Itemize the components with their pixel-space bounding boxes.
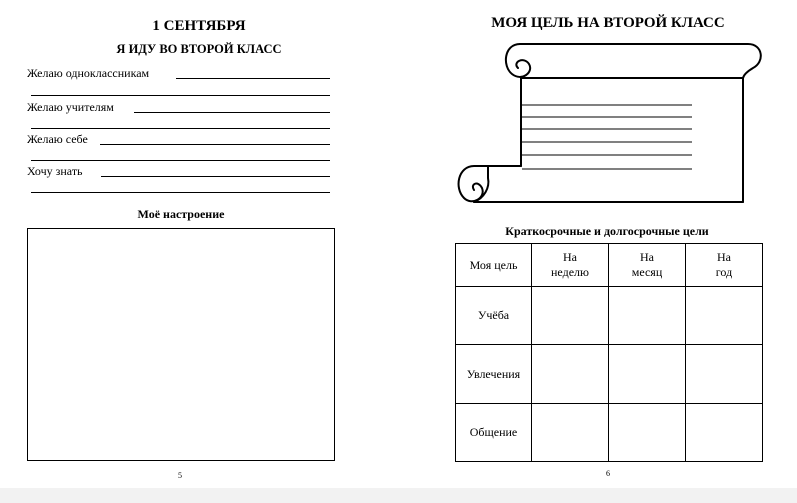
wish-line-know[interactable] — [101, 176, 330, 177]
page-number: 6 — [606, 469, 610, 478]
wish-label-classmates: Желаю одноклассникам — [27, 66, 150, 80]
wish-label-know: Хочу знать — [27, 164, 83, 178]
table-row — [456, 345, 763, 404]
wish-line-classmates[interactable] — [176, 78, 330, 79]
row-label-study: Учёба — [456, 287, 532, 345]
header-my-goal: Моя цель — [456, 244, 532, 287]
header-year: На год — [686, 244, 763, 287]
wish-line-teachers[interactable] — [134, 112, 330, 113]
cell-input[interactable] — [532, 404, 609, 462]
scroll-writing-lines — [522, 105, 692, 169]
table-header-row — [456, 244, 763, 287]
wish-label-self: Желаю себе — [27, 132, 88, 146]
goals-table — [455, 243, 763, 462]
cell-input[interactable] — [532, 287, 609, 345]
right-page-title: МОЯ ЦЕЛЬ НА ВТОРОЙ КЛАСС — [491, 15, 725, 31]
row-label-communication: Общение — [456, 404, 532, 462]
cell-input[interactable] — [686, 404, 763, 462]
header-week: На неделю — [532, 244, 609, 287]
wish-label-teachers: Желаю учителям — [27, 100, 114, 114]
table-row — [456, 404, 763, 462]
row-label-hobbies: Увлечения — [456, 345, 532, 404]
wish-line-self[interactable] — [100, 144, 330, 145]
cell-input[interactable] — [609, 404, 686, 462]
cell-input[interactable] — [609, 345, 686, 404]
mood-drawing-box[interactable] — [27, 228, 335, 461]
cell-input[interactable] — [686, 345, 763, 404]
cell-input[interactable] — [532, 345, 609, 404]
wish-line-self-2[interactable] — [31, 160, 330, 161]
goals-table-title: Краткосрочные и долгосрочные цели — [505, 224, 709, 238]
page-title: 1 СЕНТЯБРЯ — [152, 18, 246, 34]
mood-title: Моё настроение — [137, 207, 225, 221]
cell-input[interactable] — [686, 287, 763, 345]
table-row — [456, 287, 763, 345]
page-subtitle: Я ИДУ ВО ВТОРОЙ КЛАСС — [116, 42, 282, 56]
header-month: На месяц — [609, 244, 686, 287]
wish-line-teachers-2[interactable] — [31, 128, 330, 129]
cell-input[interactable] — [609, 287, 686, 345]
scroll-illustration — [452, 38, 767, 213]
wish-line-know-2[interactable] — [31, 192, 330, 193]
wish-line-classmates-2[interactable] — [31, 95, 330, 96]
viewer-bottom-bar — [0, 488, 797, 503]
left-page — [0, 0, 398, 503]
page-number: 5 — [178, 471, 182, 480]
